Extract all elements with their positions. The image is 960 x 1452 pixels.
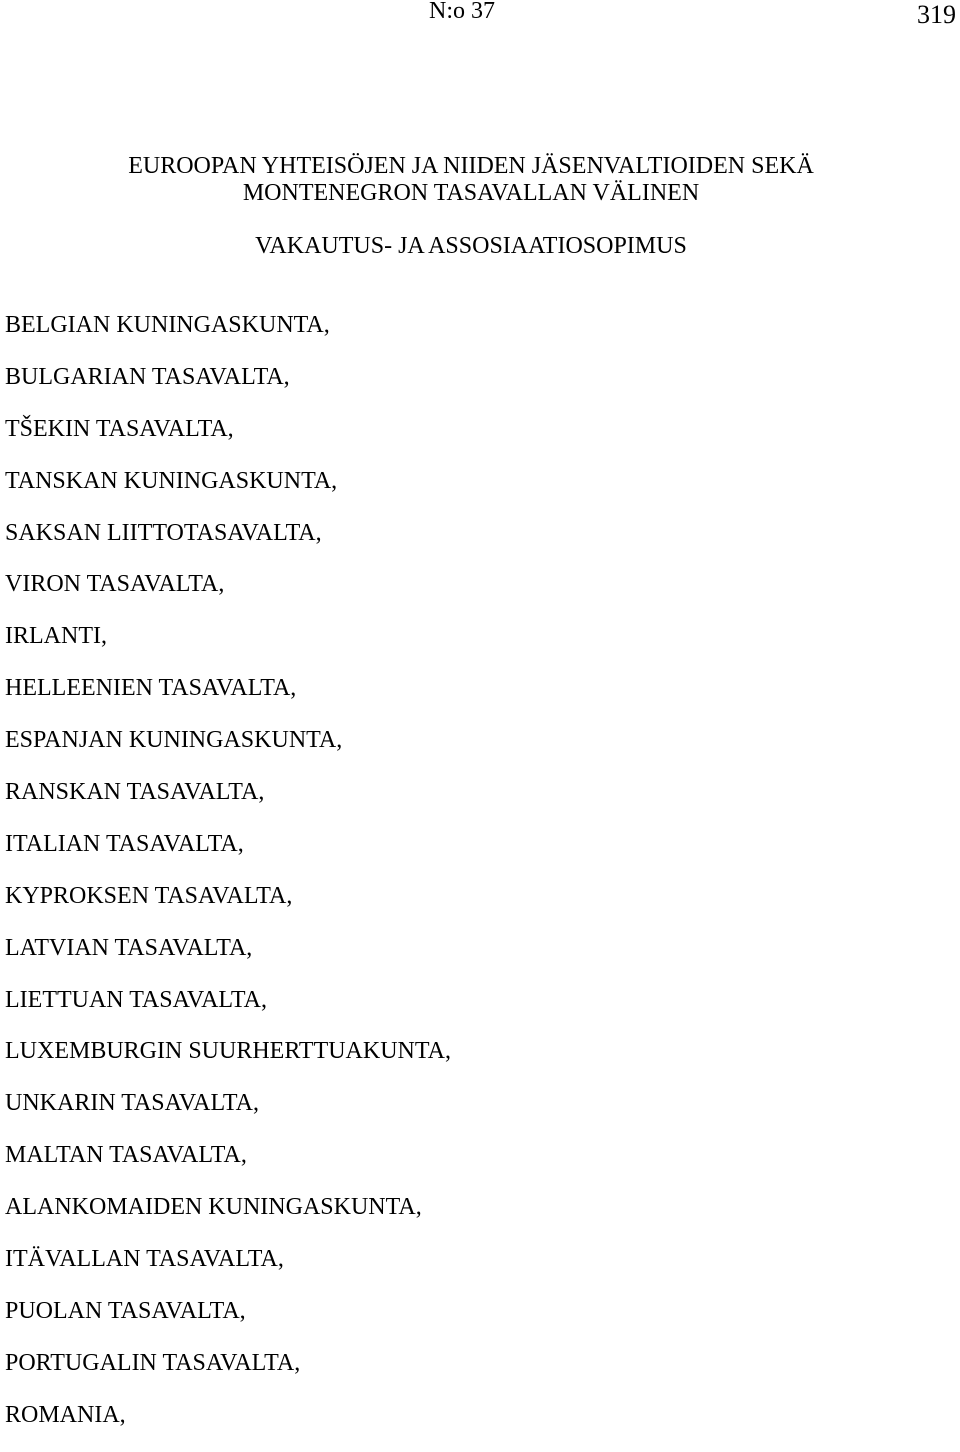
party-item: ITALIAN TASAVALTA, (5, 830, 244, 857)
agreement-title (0, 153, 942, 207)
party-item: HELLEENIEN TASAVALTA, (5, 675, 297, 702)
title-line-2: MONTENEGRON TASAVALLAN VÄLINEN (242, 180, 700, 206)
party-item: LATVIAN TASAVALTA, (5, 934, 253, 961)
agreement-subtitle: VAKAUTUS- JA ASSOSIAATIOSOPIMUS (255, 233, 687, 259)
party-item: BELGIAN KUNINGASKUNTA, (5, 312, 330, 338)
title-line-1: EUROOPAN YHTEISÖJEN JA NIIDEN JÄSENVALTIOIDEN SEKÄ (128, 153, 814, 179)
party-item: TŠEKIN TASAVALTA, (5, 415, 234, 442)
party-item: KYPROKSEN TASAVALTA, (5, 882, 293, 909)
party-item: ESPANJAN KUNINGASKUNTA, (5, 727, 343, 754)
party-item: LUXEMBURGIN SUURHERTTUAKUNTA, (5, 1038, 451, 1065)
document-number: N:o 37 (429, 0, 495, 24)
party-item: IRLANTI, (5, 623, 107, 650)
party-item: VIRON TASAVALTA, (5, 571, 225, 598)
party-item: ITÄVALLAN TASAVALTA, (5, 1246, 284, 1273)
party-item: RANSKAN TASAVALTA, (5, 779, 265, 806)
page-number: 319 (917, 0, 956, 29)
party-item: ALANKOMAIDEN KUNINGASKUNTA, (5, 1194, 422, 1221)
party-item: UNKARIN TASAVALTA, (5, 1090, 259, 1117)
party-item: MALTAN TASAVALTA, (5, 1142, 247, 1169)
party-item: LIETTUAN TASAVALTA, (5, 986, 267, 1013)
party-item: PORTUGALIN TASAVALTA, (5, 1349, 301, 1376)
party-item: TANSKAN KUNINGASKUNTA, (5, 467, 338, 494)
party-item: ROMANIA, (5, 1401, 126, 1428)
party-item: SAKSAN LIITTOTASAVALTA, (5, 519, 322, 546)
contracting-parties-list (5, 310, 451, 1452)
party-item: BULGARIAN TASAVALTA, (5, 363, 290, 390)
party-item: PUOLAN TASAVALTA, (5, 1297, 246, 1324)
